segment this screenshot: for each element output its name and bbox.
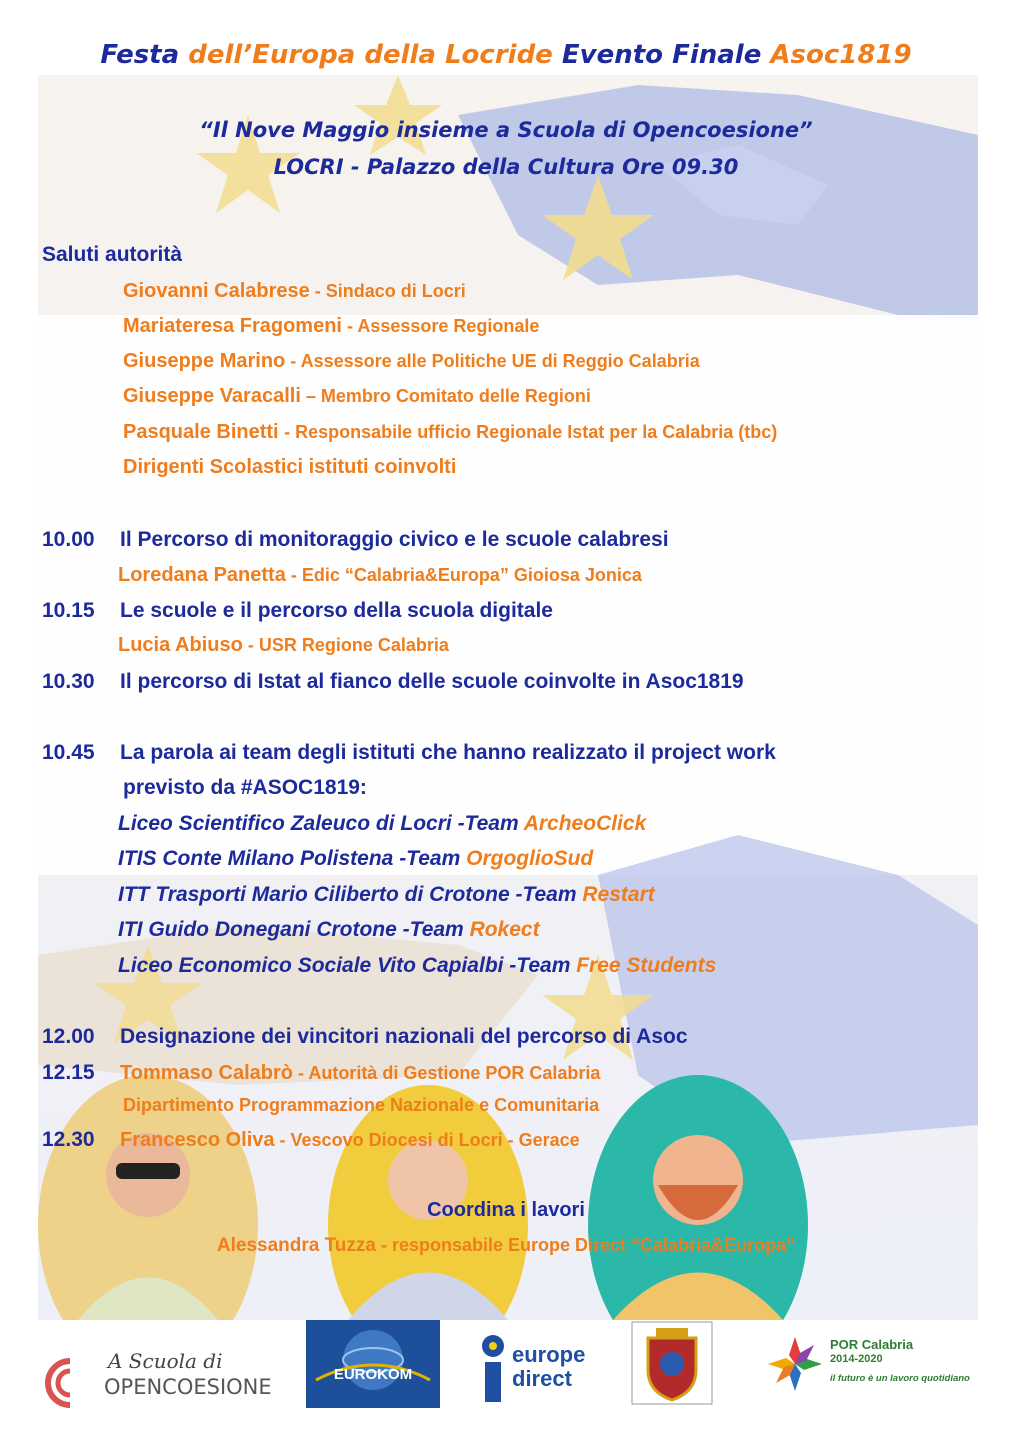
program-row [42, 1061, 600, 1085]
speaker-name: Giuseppe Varacalli [123, 385, 301, 407]
title-part-4: Asoc1819 [770, 40, 912, 70]
europe-direct-text-1: europe [512, 1342, 586, 1367]
program-time: 10.45 [42, 741, 95, 764]
eurokom-text: EUROKOM [333, 1366, 413, 1383]
speaker-name: Giovanni Calabrese [123, 280, 310, 302]
title-part-2: dell’Europa della Locride [188, 40, 562, 70]
team-name: Rokect [469, 918, 540, 941]
team-name: OrgoglioSud [466, 847, 594, 870]
globe-icon [306, 1320, 440, 1408]
por-flower-icon [766, 1335, 824, 1393]
program-row [42, 1128, 580, 1152]
program-time: 12.00 [42, 1025, 95, 1048]
speaker-name: Giuseppe Marino [123, 350, 286, 372]
locri-coat-of-arms [630, 1320, 714, 1406]
program-text: Il percorso di Istat al fianco delle scuole coinvolte in Asoc1819 [120, 670, 744, 693]
school-name: ITIS Conte Milano Polistena -Team [118, 847, 467, 870]
speaker-name: Mariateresa Fragomeni [123, 315, 342, 337]
title-part-1: Festa [100, 40, 189, 70]
program-speaker [118, 634, 449, 657]
program-time: 10.30 [42, 670, 95, 693]
program-time: 12.30 [42, 1128, 95, 1151]
coordinator-name: Alessandra Tuzza [216, 1235, 376, 1256]
saluti-item [123, 350, 700, 373]
team-item [118, 812, 646, 836]
coordinator-heading: Coordina i lavori [427, 1199, 585, 1221]
speaker-name: Dirigenti Scolastici istituti coinvolti [123, 456, 457, 478]
saluti-item [123, 315, 539, 338]
program-row [42, 670, 744, 694]
saluti-item [123, 280, 466, 303]
speaker-name: Loredana Panetta [118, 564, 286, 586]
europe-direct-icon [476, 1334, 510, 1404]
speaker-role: - Edic “Calabria&Europa” Gioiosa Jonica [285, 565, 642, 585]
school-name: Liceo Economico Sociale Vito Capialbi -Team [118, 954, 577, 977]
program-row [42, 1025, 688, 1049]
speaker-role: - USR Regione Calabria [242, 635, 449, 655]
speaker-name: Francesco Oliva [120, 1129, 275, 1151]
speaker-role: - Autorità di Gestione POR Calabria [293, 1063, 601, 1083]
por-text-2: 2014-2020 [830, 1353, 883, 1365]
program-text-cont: previsto da #ASOC1819: [123, 776, 367, 799]
coordinator-role: - responsabile Europe Direct “Calabria&Europa” [375, 1235, 796, 1255]
title-part-3: Evento Finale [561, 40, 771, 70]
opencoesione-text-1: A Scuola di [108, 1349, 223, 1373]
school-name: Liceo Scientifico Zaleuco di Locri -Team [118, 812, 524, 835]
eurokom-logo [306, 1320, 440, 1408]
program-text: Le scuole e il percorso della scuola digitale [120, 599, 553, 622]
program-text: Designazione dei vincitori nazionali del percorso di Asoc [120, 1025, 688, 1048]
saluti-heading: Saluti autorità [42, 243, 183, 266]
team-name: Free Students [576, 954, 717, 977]
por-text-1: POR Calabria [830, 1337, 914, 1352]
team-name: Restart [582, 883, 655, 906]
europe-direct-logo [476, 1320, 598, 1408]
school-name: ITI Guido Donegani Crotone -Team [118, 918, 470, 941]
team-name: ArcheoClick [523, 812, 647, 835]
event-title [0, 40, 1012, 70]
program-row [42, 741, 776, 765]
coordinator-line [0, 1235, 1012, 1257]
subtitle-line-1: “Il Nove Maggio insieme a Scuola di Opencoesione” [199, 118, 813, 142]
opencoesione-icon [40, 1353, 100, 1413]
coat-of-arms-icon [630, 1320, 714, 1406]
speaker-role: - Assessore alle Politiche UE di Reggio Calabria [285, 351, 700, 371]
subtitle-line-2: LOCRI - Palazzo della Cultura Ore 09.30 [273, 155, 739, 179]
opencoesione-text-2: OPENCOESIONE [104, 1375, 272, 1399]
opencoesione-logo [40, 1345, 270, 1405]
por-calabria-logo [766, 1335, 976, 1395]
team-item [118, 883, 655, 907]
team-item [118, 954, 716, 978]
team-item [118, 918, 540, 942]
europe-direct-text-2: direct [512, 1366, 572, 1391]
speaker-role: - Sindaco di Locri [309, 281, 466, 301]
logos-bar [0, 1320, 1012, 1445]
speaker-name: Pasquale Binetti [123, 421, 285, 443]
program-time: 10.00 [42, 528, 95, 551]
speaker-name: Lucia Abiuso [118, 634, 243, 656]
saluti-item [123, 421, 777, 444]
saluti-item [123, 385, 591, 408]
saluti-item [123, 456, 456, 479]
speaker-role: - Vescovo Diocesi di Locri - Gerace [274, 1130, 580, 1150]
team-item [118, 847, 593, 871]
program-row [42, 599, 553, 623]
program-text: La parola ai team degli istituti che hanno realizzato il project work [120, 741, 776, 764]
program-time: 12.15 [42, 1061, 95, 1084]
program-time: 10.15 [42, 599, 95, 622]
speaker-name: Tommaso Calabrò [120, 1062, 293, 1084]
school-name: ITT Trasporti Mario Ciliberto di Crotone -Team [118, 883, 583, 906]
speaker-role-cont: Dipartimento Programmazione Nazionale e Comunitaria [123, 1095, 600, 1115]
program-speaker [118, 564, 642, 587]
program-row [42, 528, 669, 552]
speaker-role: - Responsabile ufficio Regionale Istat per la Calabria (tbc) [284, 422, 778, 442]
speaker-role: – Membro Comitato delle Regioni [300, 386, 591, 406]
por-text-3: il futuro è un lavoro quotidiano [830, 1373, 970, 1384]
program-text: Il Percorso di monitoraggio civico e le scuole calabresi [120, 528, 669, 551]
speaker-role: - Assessore Regionale [341, 316, 540, 336]
